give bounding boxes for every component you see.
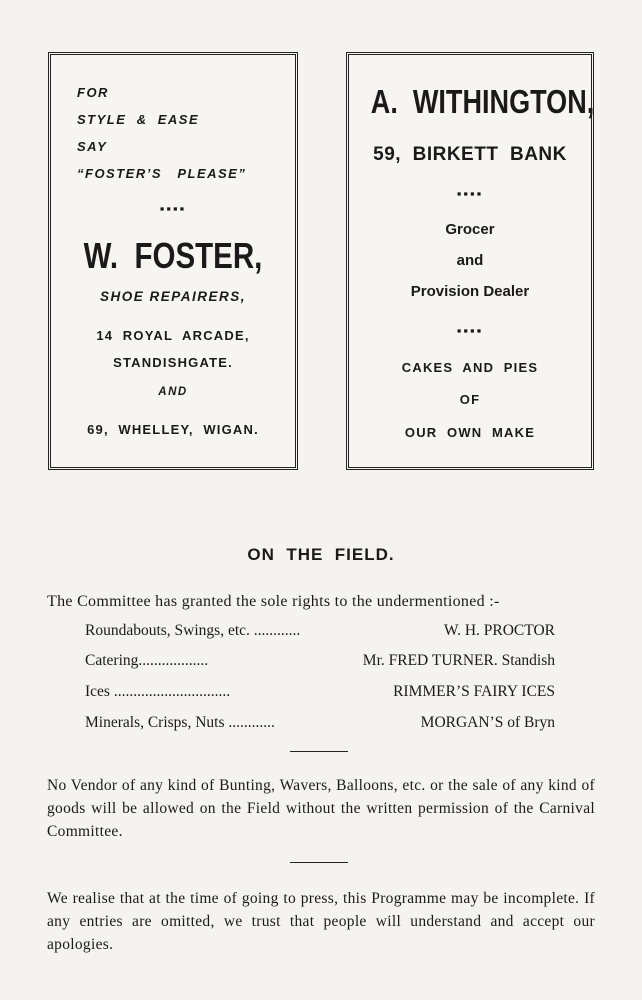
withington-name: A. WITHINGTON, xyxy=(370,83,595,120)
withington-advert xyxy=(346,52,594,470)
foster-trade: SHOE REPAIRERS, xyxy=(99,289,247,304)
rights-intro: The Committee has granted the sole rights to the undermentioned :- xyxy=(47,593,500,610)
withington-name-wrap xyxy=(349,83,595,121)
section-rule xyxy=(290,751,348,752)
foster-name-wrap xyxy=(51,235,295,277)
withington-line-4: CAKES AND PIES xyxy=(401,360,539,375)
foster-address-3: 69, WHELLEY, WIGAN. xyxy=(87,422,259,437)
withington-address: 59, BIRKETT BANK xyxy=(373,144,567,165)
slogan-line-2: STYLE & EASE xyxy=(77,112,200,127)
foster-name: W. FOSTER, xyxy=(83,235,263,276)
section-rule xyxy=(290,862,348,863)
withington-line-5: OF xyxy=(459,392,481,407)
rights-holder: RIMMER’S FAIRY ICES xyxy=(393,683,555,700)
rights-label: Minerals, Crisps, Nuts ............ xyxy=(85,714,275,731)
rights-holder: MORGAN’S of Bryn xyxy=(420,714,555,731)
divider-dots-1: ▪▪▪▪ xyxy=(456,186,484,201)
slogan-line-1: FOR xyxy=(77,85,109,100)
rights-label: Roundabouts, Swings, etc. ............ xyxy=(85,622,301,639)
slogan-line-4: “FOSTER’S PLEASE” xyxy=(77,166,247,181)
withington-line-2: and xyxy=(456,252,484,269)
slogan-line-3: SAY xyxy=(77,139,108,154)
divider-dots: ▪▪▪▪ xyxy=(159,201,187,216)
rights-label: Ices .............................. xyxy=(85,683,231,700)
foster-and: AND xyxy=(158,386,188,398)
field-title: ON THE FIELD. xyxy=(247,545,395,564)
rights-holder: W. H. PROCTOR xyxy=(443,622,555,639)
withington-line-1: Grocer xyxy=(445,221,495,238)
withington-line-3: Provision Dealer xyxy=(410,283,530,300)
vendor-notice: No Vendor of any kind of Bunting, Wavers, Balloons, etc. or the sale of any kind of goods will be allowed on the Field without the written permission of the Carnival Committee. xyxy=(47,777,595,840)
foster-address-2: STANDISHGATE. xyxy=(113,355,233,370)
divider-dots-2: ▪▪▪▪ xyxy=(456,323,484,338)
rights-label: Catering.................. xyxy=(85,652,209,669)
apology-notice: We realise that at the time of going to press, this Programme may be incomplete. If any entries are omitted, we trust that people will understand and accept our apologies. xyxy=(47,890,595,953)
withington-line-6: OUR OWN MAKE xyxy=(404,425,536,440)
foster-address-1: 14 ROYAL ARCADE, xyxy=(96,328,250,343)
foster-advert xyxy=(48,52,298,470)
rights-holder: Mr. FRED TURNER. Standish xyxy=(362,652,555,669)
